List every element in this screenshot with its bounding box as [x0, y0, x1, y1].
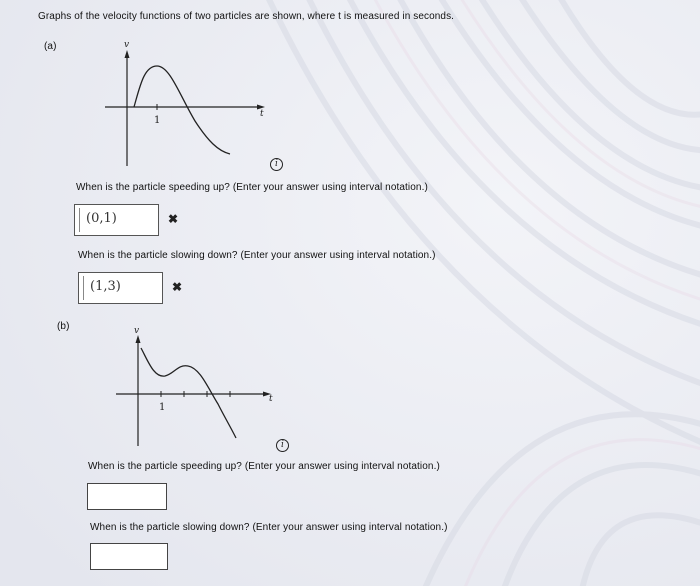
- graph-b-x-label: t: [269, 394, 273, 404]
- part-a-question-slowing-down: When is the particle slowing down? (Enter your answer using interval notation.): [78, 250, 436, 261]
- part-a-speeding-up-input[interactable]: [74, 204, 159, 236]
- graph-b-tick-1: 1: [159, 402, 166, 413]
- velocity-graph-a: [100, 36, 270, 171]
- part-a-speeding-up-value: (0,1): [79, 208, 160, 232]
- part-b-question-slowing-down: When is the particle slowing down? (Enter your answer using interval notation.): [90, 522, 448, 533]
- part-a-question-speeding-up: When is the particle speeding up? (Enter your answer using interval notation.): [76, 182, 428, 193]
- part-b-slowing-down-input[interactable]: [90, 543, 168, 570]
- graph-a-y-label: v: [124, 40, 130, 50]
- incorrect-x-icon: ✖: [168, 212, 179, 226]
- info-icon[interactable]: i: [276, 439, 289, 452]
- graph-b-curve: [141, 348, 236, 438]
- graph-a-tick-1: 1: [154, 115, 161, 126]
- part-a-slowing-down-value: (1,3): [83, 276, 164, 300]
- graph-b-y-label: v: [134, 326, 140, 336]
- part-a-slowing-down-input[interactable]: [78, 272, 163, 304]
- velocity-graph-b: [108, 326, 283, 451]
- part-b-speeding-up-input[interactable]: [87, 483, 167, 510]
- graph-a-curve: [134, 66, 230, 154]
- info-icon[interactable]: i: [270, 158, 283, 171]
- page-heading: Graphs of the velocity functions of two particles are shown, where t is measured in seconds.: [38, 11, 455, 22]
- part-b-question-speeding-up: When is the particle speeding up? (Enter your answer using interval notation.): [88, 461, 440, 472]
- incorrect-x-icon: ✖: [172, 280, 183, 294]
- graph-a-x-label: t: [260, 109, 264, 119]
- part-a-label: (a): [44, 41, 57, 52]
- graph-b-y-arrow: [136, 335, 141, 343]
- part-b-label: (b): [57, 321, 70, 332]
- graph-a-y-arrow: [125, 50, 130, 58]
